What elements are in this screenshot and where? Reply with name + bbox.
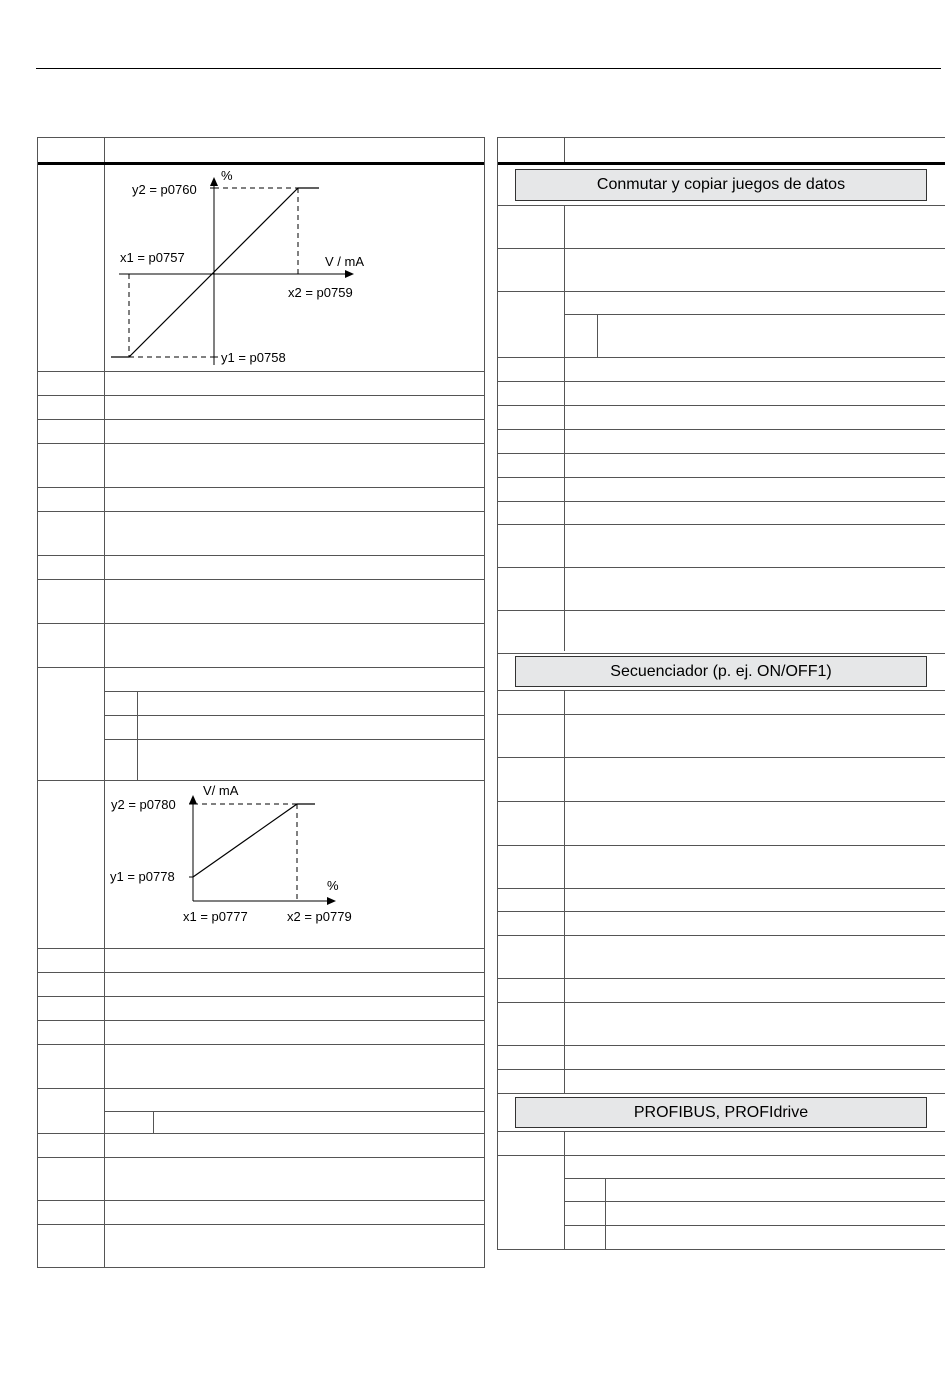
table-row [38, 997, 484, 1021]
table-row [498, 478, 945, 502]
table-row [498, 568, 945, 611]
right-parameter-table [497, 137, 945, 1250]
table-row [38, 444, 484, 488]
table-row [498, 206, 945, 249]
x1-label: x1 = p0757 [120, 250, 185, 265]
section-band [498, 165, 945, 206]
table-row [498, 249, 945, 292]
sub-column-divider [137, 692, 138, 780]
table-row [498, 358, 945, 382]
table-row [38, 372, 484, 396]
table-row [38, 348, 484, 372]
table-row-graph2 [38, 781, 484, 949]
x1-label: x1 = p0777 [183, 909, 248, 924]
table-row [38, 1134, 484, 1158]
section-header-sequencer: Secuenciador (p. ej. ON/OFF1) [515, 656, 927, 687]
table-row [38, 580, 484, 624]
table-row [38, 488, 484, 512]
x-axis-label: V / mA [325, 254, 365, 269]
y1-label: y1 = p0758 [221, 350, 286, 365]
table-row [498, 406, 945, 430]
x2-label: x2 = p0759 [288, 285, 353, 300]
table-row-nested [38, 668, 484, 781]
analog-input-scaling-diagram [105, 165, 485, 372]
x-axis-label: % [327, 878, 339, 893]
table-row [498, 889, 945, 912]
table-row [38, 420, 484, 444]
table-row [38, 1045, 484, 1089]
table-row [38, 1021, 484, 1045]
sub-column-divider [597, 315, 598, 357]
y-axis-label: % [221, 168, 233, 183]
table-row [38, 973, 484, 997]
table-header [498, 138, 945, 165]
sub-row [104, 668, 484, 692]
sub-row [104, 692, 484, 716]
table-row-nested [38, 1089, 484, 1134]
sub-row [564, 292, 945, 315]
sub-row [564, 1179, 945, 1202]
y1-label: y1 = p0778 [110, 869, 175, 884]
y-axis-label: V/ mA [203, 783, 239, 798]
table-row [498, 912, 945, 936]
table-row [38, 396, 484, 420]
table-row [498, 1046, 945, 1070]
table-row [498, 691, 945, 715]
table-row [498, 430, 945, 454]
sub-row [104, 1089, 484, 1112]
table-row-nested [498, 1156, 945, 1250]
table-row [498, 715, 945, 758]
table-row-nested [498, 292, 945, 358]
table-row [498, 802, 945, 846]
table-row [498, 502, 945, 525]
table-row [38, 1201, 484, 1225]
table-row [498, 846, 945, 889]
table-row [498, 382, 945, 406]
x2-label: x2 = p0779 [287, 909, 352, 924]
analog-output-scaling-diagram [105, 781, 485, 947]
table-row-graph1 [38, 165, 484, 372]
table-row [498, 525, 945, 568]
table-header [38, 138, 484, 165]
table-row [498, 758, 945, 802]
table-row [498, 1070, 945, 1094]
sub-column-divider [153, 1112, 154, 1133]
table-row [498, 1132, 945, 1156]
section-header-profibus: PROFIBUS, PROFIdrive [515, 1097, 927, 1128]
table-row [498, 979, 945, 1003]
table-row [38, 512, 484, 556]
left-parameter-table [37, 137, 485, 1268]
sub-column-divider [605, 1179, 606, 1250]
table-row [498, 936, 945, 979]
table-row [498, 454, 945, 478]
sub-row [104, 716, 484, 740]
table-row [38, 949, 484, 973]
section-header-data-sets: Conmutar y copiar juegos de datos [515, 169, 927, 201]
sub-row [564, 1156, 945, 1179]
y2-label: y2 = p0780 [111, 797, 176, 812]
table-row [38, 624, 484, 668]
header-rule [36, 68, 941, 69]
table-row [38, 1158, 484, 1201]
table-row [38, 556, 484, 580]
sub-row [564, 1202, 945, 1226]
y2-label: y2 = p0760 [132, 182, 197, 197]
table-row [498, 1003, 945, 1046]
table-row [498, 611, 945, 654]
